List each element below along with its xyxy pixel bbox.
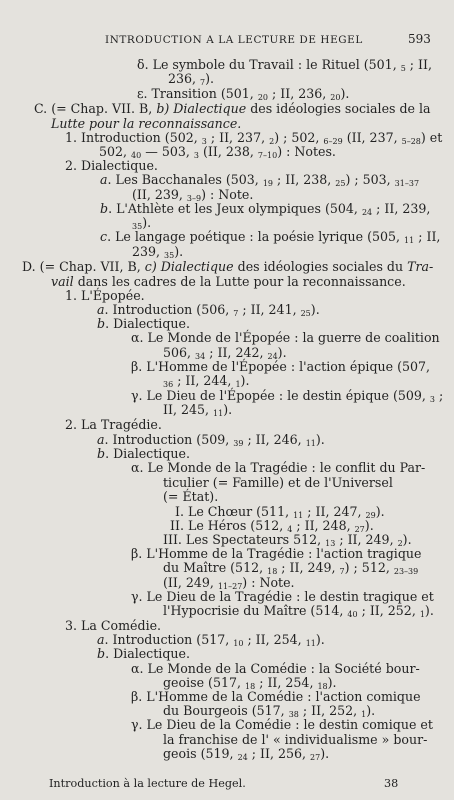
toc-line: la franchise de l' « individualisme » bour- <box>163 731 428 747</box>
toc-line: a. Introduction (517, $_{10}$ ; II, 254, $_{11}$). <box>97 632 325 649</box>
toc-line: β. L'Homme de la Comédie : l'action comique <box>131 688 421 704</box>
toc-line: l'Hypocrisie du Maître (514, $_{40}$ ; II, 252, $_1$). <box>163 602 434 619</box>
toc-line: a. Introduction (509, $_{39}$ ; II, 246, $_{11}$). <box>97 431 325 448</box>
toc-line: Lutte pour la reconnaissance. <box>51 115 242 131</box>
toc-line: $_{36}$ ; II, 244, $_1$). <box>163 372 250 389</box>
toc-line: a. Introduction (506, $_7$ ; II, 241, $_{25}$). <box>97 302 320 319</box>
running-title: INTRODUCTION A LA LECTURE DE HEGEL <box>105 34 363 46</box>
signature-mark: 38 <box>384 777 399 790</box>
toc-line: D. (= Chap. VII, B, c) Dialectique des idéologies sociales du Tra- <box>22 259 434 275</box>
toc-line: b. L'Athlète et les Jeux olympiques (504, $_{24}$ ; II, 239, <box>100 200 431 217</box>
toc-line: α. Le Monde de l'Épopée : la guerre de coalition <box>131 330 440 346</box>
toc-line: II, 245, $_{11}$). <box>163 402 233 419</box>
toc-line: 3. La Comédie. <box>65 618 162 634</box>
toc-line: β. L'Homme de la Tragédie : l'action tragique <box>131 546 422 562</box>
toc-line: b. Dialectique. <box>97 316 190 332</box>
page-number: 593 <box>408 32 431 46</box>
toc-line: C. (= Chap. VII. B, b) Dialectique des idéologies sociales de la <box>34 101 431 117</box>
toc-line: a. Les Bacchanales (503, $_{19}$ ; II, 238, $_{25}$) ; 503, $_{31-37}$ <box>100 172 420 189</box>
toc-line: 2. Dialectique. <box>65 158 158 174</box>
toc-line: $_{35}$). <box>132 214 152 231</box>
toc-line: γ. Le Dieu de l'Épopée : le destin épique (509, $_3$ ; <box>131 388 444 405</box>
toc-line: c. Le langage poétique : la poésie lyrique (505, $_{11}$ ; II, <box>100 229 441 246</box>
toc-line: β. L'Homme de l'Épopée : l'action épique (507, <box>131 358 431 374</box>
toc-line: 1. L'Épopée. <box>65 287 145 303</box>
toc-line: ε. Transition (501, $_{20}$ ; II, 236, $_{20}$). <box>137 86 350 103</box>
footer-title: Introduction à la lecture de Hegel. <box>49 777 246 790</box>
toc-line: α. Le Monde de la Tragédie : le conflit du Par- <box>131 460 426 476</box>
toc-line: du Maître (512, $_{18}$ ; II, 249, $_7$) ; 512, $_{23-39}$ <box>163 560 419 577</box>
toc-line: γ. Le Dieu de la Comédie : le destin comique et <box>131 717 433 733</box>
toc-line: II. Le Héros (512, $_4$ ; II, 248, $_{27}$). <box>170 517 374 534</box>
toc-line: b. Dialectique. <box>97 646 190 662</box>
toc-line: ticulier (= Famille) et de l'Universel <box>163 475 393 491</box>
toc-line: 239, $_{35}$). <box>132 244 184 261</box>
toc-line: 236, $_7$). <box>168 71 215 88</box>
toc-line: α. Le Monde de la Comédie : la Société bour- <box>131 660 420 676</box>
toc-line: 1. Introduction (502, $_3$ ; II, 237, $_2$) ; 502, $_{6-29}$ (II, 237, $_{5-28}$) et <box>65 129 443 146</box>
toc-line: du Bourgeois (517, $_{38}$ ; II, 252, $_1$). <box>163 703 376 720</box>
toc-line: 506, $_{34}$ ; II, 242, $_{24}$). <box>163 344 287 361</box>
toc-line: 502, $_{40}$ — 503, $_3$ (II, 238, $_{7-10}$) : Notes. <box>99 144 336 161</box>
toc-line: vail dans les cadres de la Lutte pour la reconnaissance. <box>51 273 406 289</box>
toc-line: geoise (517, $_{18}$ ; II, 254, $_{18}$). <box>163 674 337 691</box>
toc-line: 2. La Tragédie. <box>65 417 162 433</box>
toc-line: I. Le Chœur (511, $_{11}$ ; II, 247, $_{29}$). <box>175 503 385 520</box>
toc-line: (II, 249, $_{11-27}$) : Note. <box>163 574 295 591</box>
toc-line: (= État). <box>163 489 219 505</box>
toc-line: γ. Le Dieu de la Tragédie : le destin tragique et <box>131 588 434 604</box>
toc-line: b. Dialectique. <box>97 445 190 461</box>
toc-line: δ. Le symbole du Travail : le Rituel (501, $_5$ ; II, <box>137 57 432 73</box>
toc-line: geois (519, $_{24}$ ; II, 256, $_{27}$). <box>163 745 330 762</box>
toc-line: (II, 239, $_{3-9}$) : Note. <box>132 186 254 203</box>
toc-line: III. Les Spectateurs 512, $_{13}$ ; II, 249, $_2$). <box>163 531 412 548</box>
